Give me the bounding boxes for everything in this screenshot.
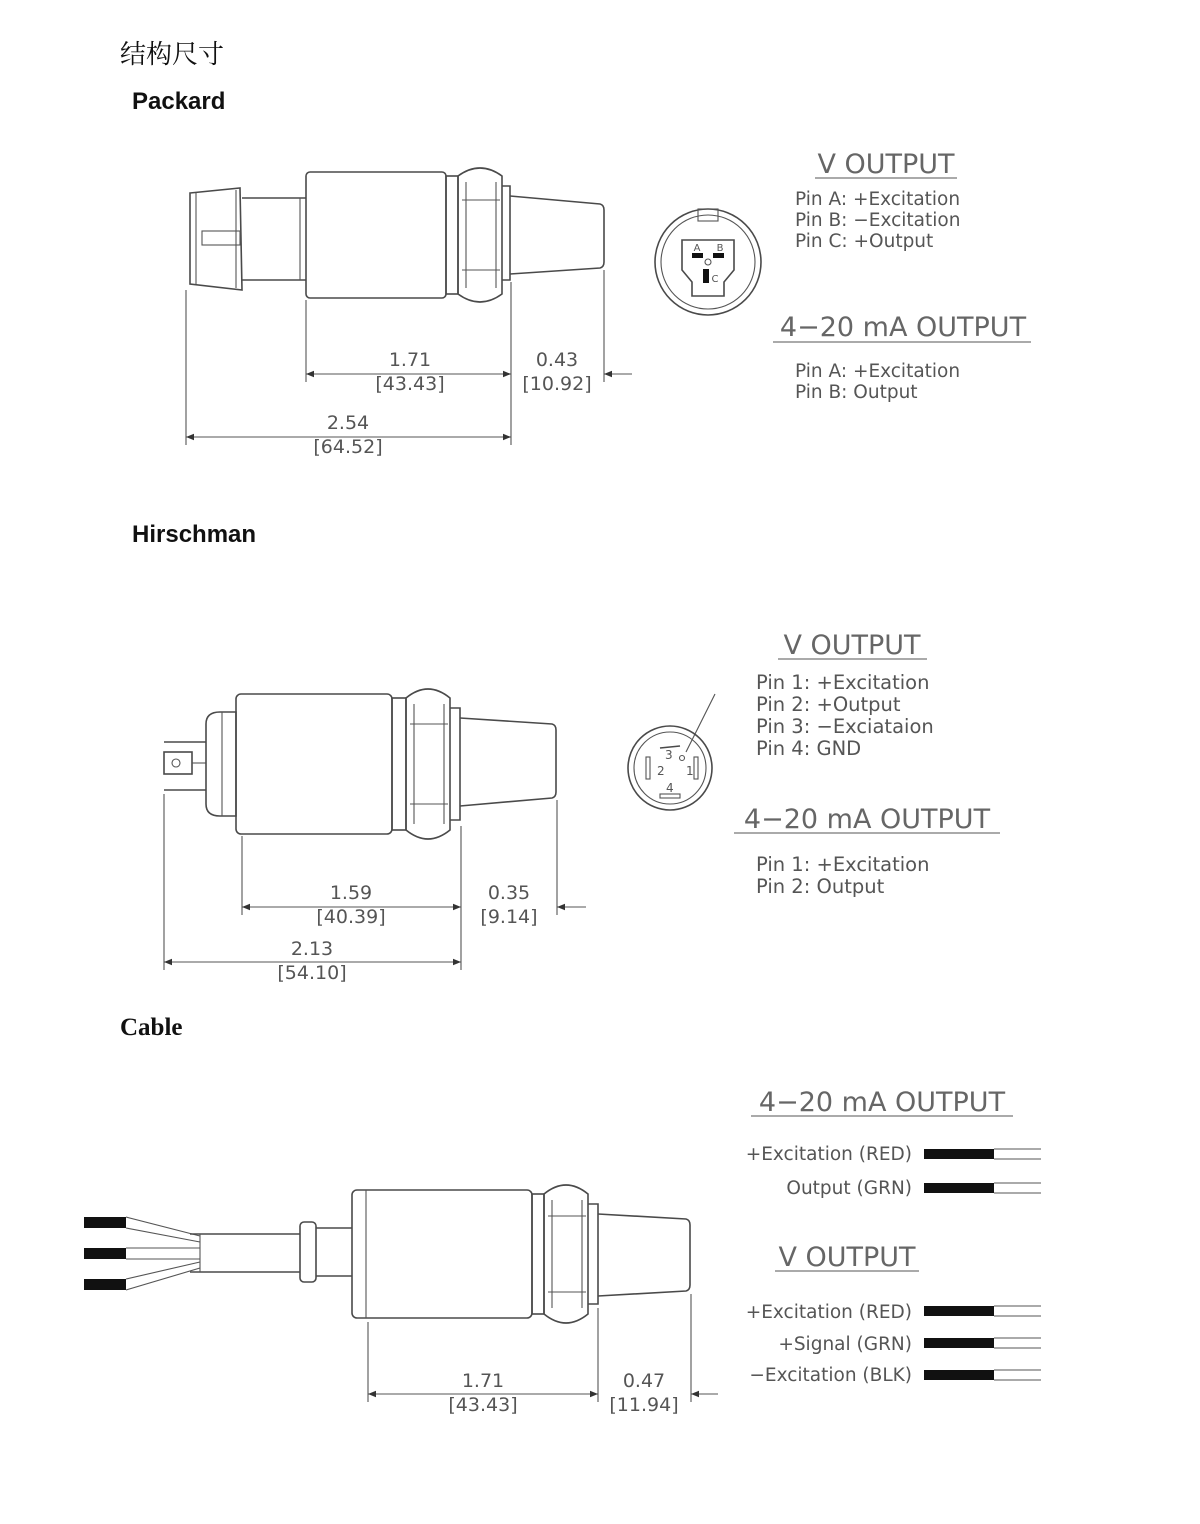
hirschman-pin-1-label: 1 (686, 764, 694, 778)
cable-ma-wire-excitation: +Excitation (RED) (745, 1144, 912, 1165)
packard-connector-face (655, 209, 761, 315)
packard-body-length-mm: [43.43] (375, 373, 445, 395)
cable-ma-output-title: 4−20 mA OUTPUT (758, 1087, 1006, 1118)
cable-v-wire-excitation-neg: −Excitation (BLK) (749, 1365, 912, 1386)
hirschman-sensor-drawing (164, 689, 715, 970)
cable-sensor-drawing (84, 1185, 691, 1402)
page-title: 结构尺寸 (120, 40, 225, 70)
cable-dimensions (368, 1370, 718, 1416)
packard-v-pin-a: Pin A: +Excitation (795, 189, 961, 210)
packard-thread-length-mm: [10.92] (522, 373, 592, 395)
hirschman-v-pin-2: Pin 2: +Output (756, 693, 901, 716)
cable-wiring-legend (746, 1087, 1041, 1386)
hirschman-thread-length-in: 0.35 (487, 882, 531, 904)
packard-pin-b-label: B (716, 243, 724, 254)
packard-ma-pin-b: Pin B: Output (795, 382, 918, 403)
packard-ma-output-title: 4−20 mA OUTPUT (779, 312, 1027, 343)
cable-body-length-mm: [43.43] (448, 1394, 518, 1416)
packard-overall-length-mm: [64.52] (313, 436, 383, 458)
hirschman-connector-face (628, 726, 712, 810)
packard-thread-length-in: 0.43 (535, 349, 579, 371)
hirschman-pin-4-label: 4 (666, 781, 674, 795)
hirschman-v-pin-3: Pin 3: −Exciataion (756, 715, 934, 738)
hirschman-pin-2-label: 2 (657, 764, 665, 778)
packard-pin-a-label: A (693, 243, 701, 254)
section-title-hirschman: Hirschman (132, 521, 257, 548)
packard-overall-length-in: 2.54 (326, 412, 370, 434)
packard-sensor-drawing (186, 168, 604, 445)
hirschman-overall-length-in: 2.13 (290, 938, 334, 960)
section-title-packard: Packard (132, 88, 226, 115)
hirschman-v-pin-1: Pin 1: +Excitation (756, 671, 930, 694)
hirschman-thread-length-mm: [9.14] (480, 906, 538, 928)
hirschman-body-length-in: 1.59 (329, 882, 373, 904)
cable-v-output-title: V OUTPUT (778, 1242, 916, 1273)
hirschman-pin-3-label: 3 (665, 748, 673, 762)
packard-v-pin-c: Pin C: +Output (795, 231, 934, 252)
packard-ma-pin-a: Pin A: +Excitation (795, 361, 961, 382)
cable-thread-length-in: 0.47 (622, 1370, 666, 1392)
hirschman-v-output-title: V OUTPUT (783, 630, 921, 661)
hirschman-overall-length-mm: [54.10] (277, 962, 347, 984)
packard-v-pin-b: Pin B: −Excitation (795, 210, 961, 231)
packard-body-length-in: 1.71 (388, 349, 432, 371)
hirschman-dimensions (164, 882, 586, 984)
packard-v-output-title: V OUTPUT (817, 149, 955, 180)
hirschman-body-length-mm: [40.39] (316, 906, 386, 928)
hirschman-v-pin-4: Pin 4: GND (756, 737, 862, 760)
cable-body-length-in: 1.71 (461, 1370, 505, 1392)
hirschman-ma-output-title: 4−20 mA OUTPUT (743, 804, 991, 835)
cable-ma-wire-output: Output (GRN) (786, 1178, 912, 1199)
packard-pinout (773, 149, 1031, 403)
hirschman-ma-pin-1: Pin 1: +Excitation (756, 853, 930, 876)
hirschman-ma-pin-2: Pin 2: Output (756, 875, 885, 898)
cable-v-wire-signal: +Signal (GRN) (778, 1334, 912, 1355)
packard-pin-c-label: C (711, 274, 719, 285)
hirschman-pinout (734, 630, 1000, 898)
cable-thread-length-mm: [11.94] (609, 1394, 679, 1416)
cable-v-wire-excitation-pos: +Excitation (RED) (745, 1302, 912, 1323)
section-title-cable: Cable (120, 1014, 183, 1041)
